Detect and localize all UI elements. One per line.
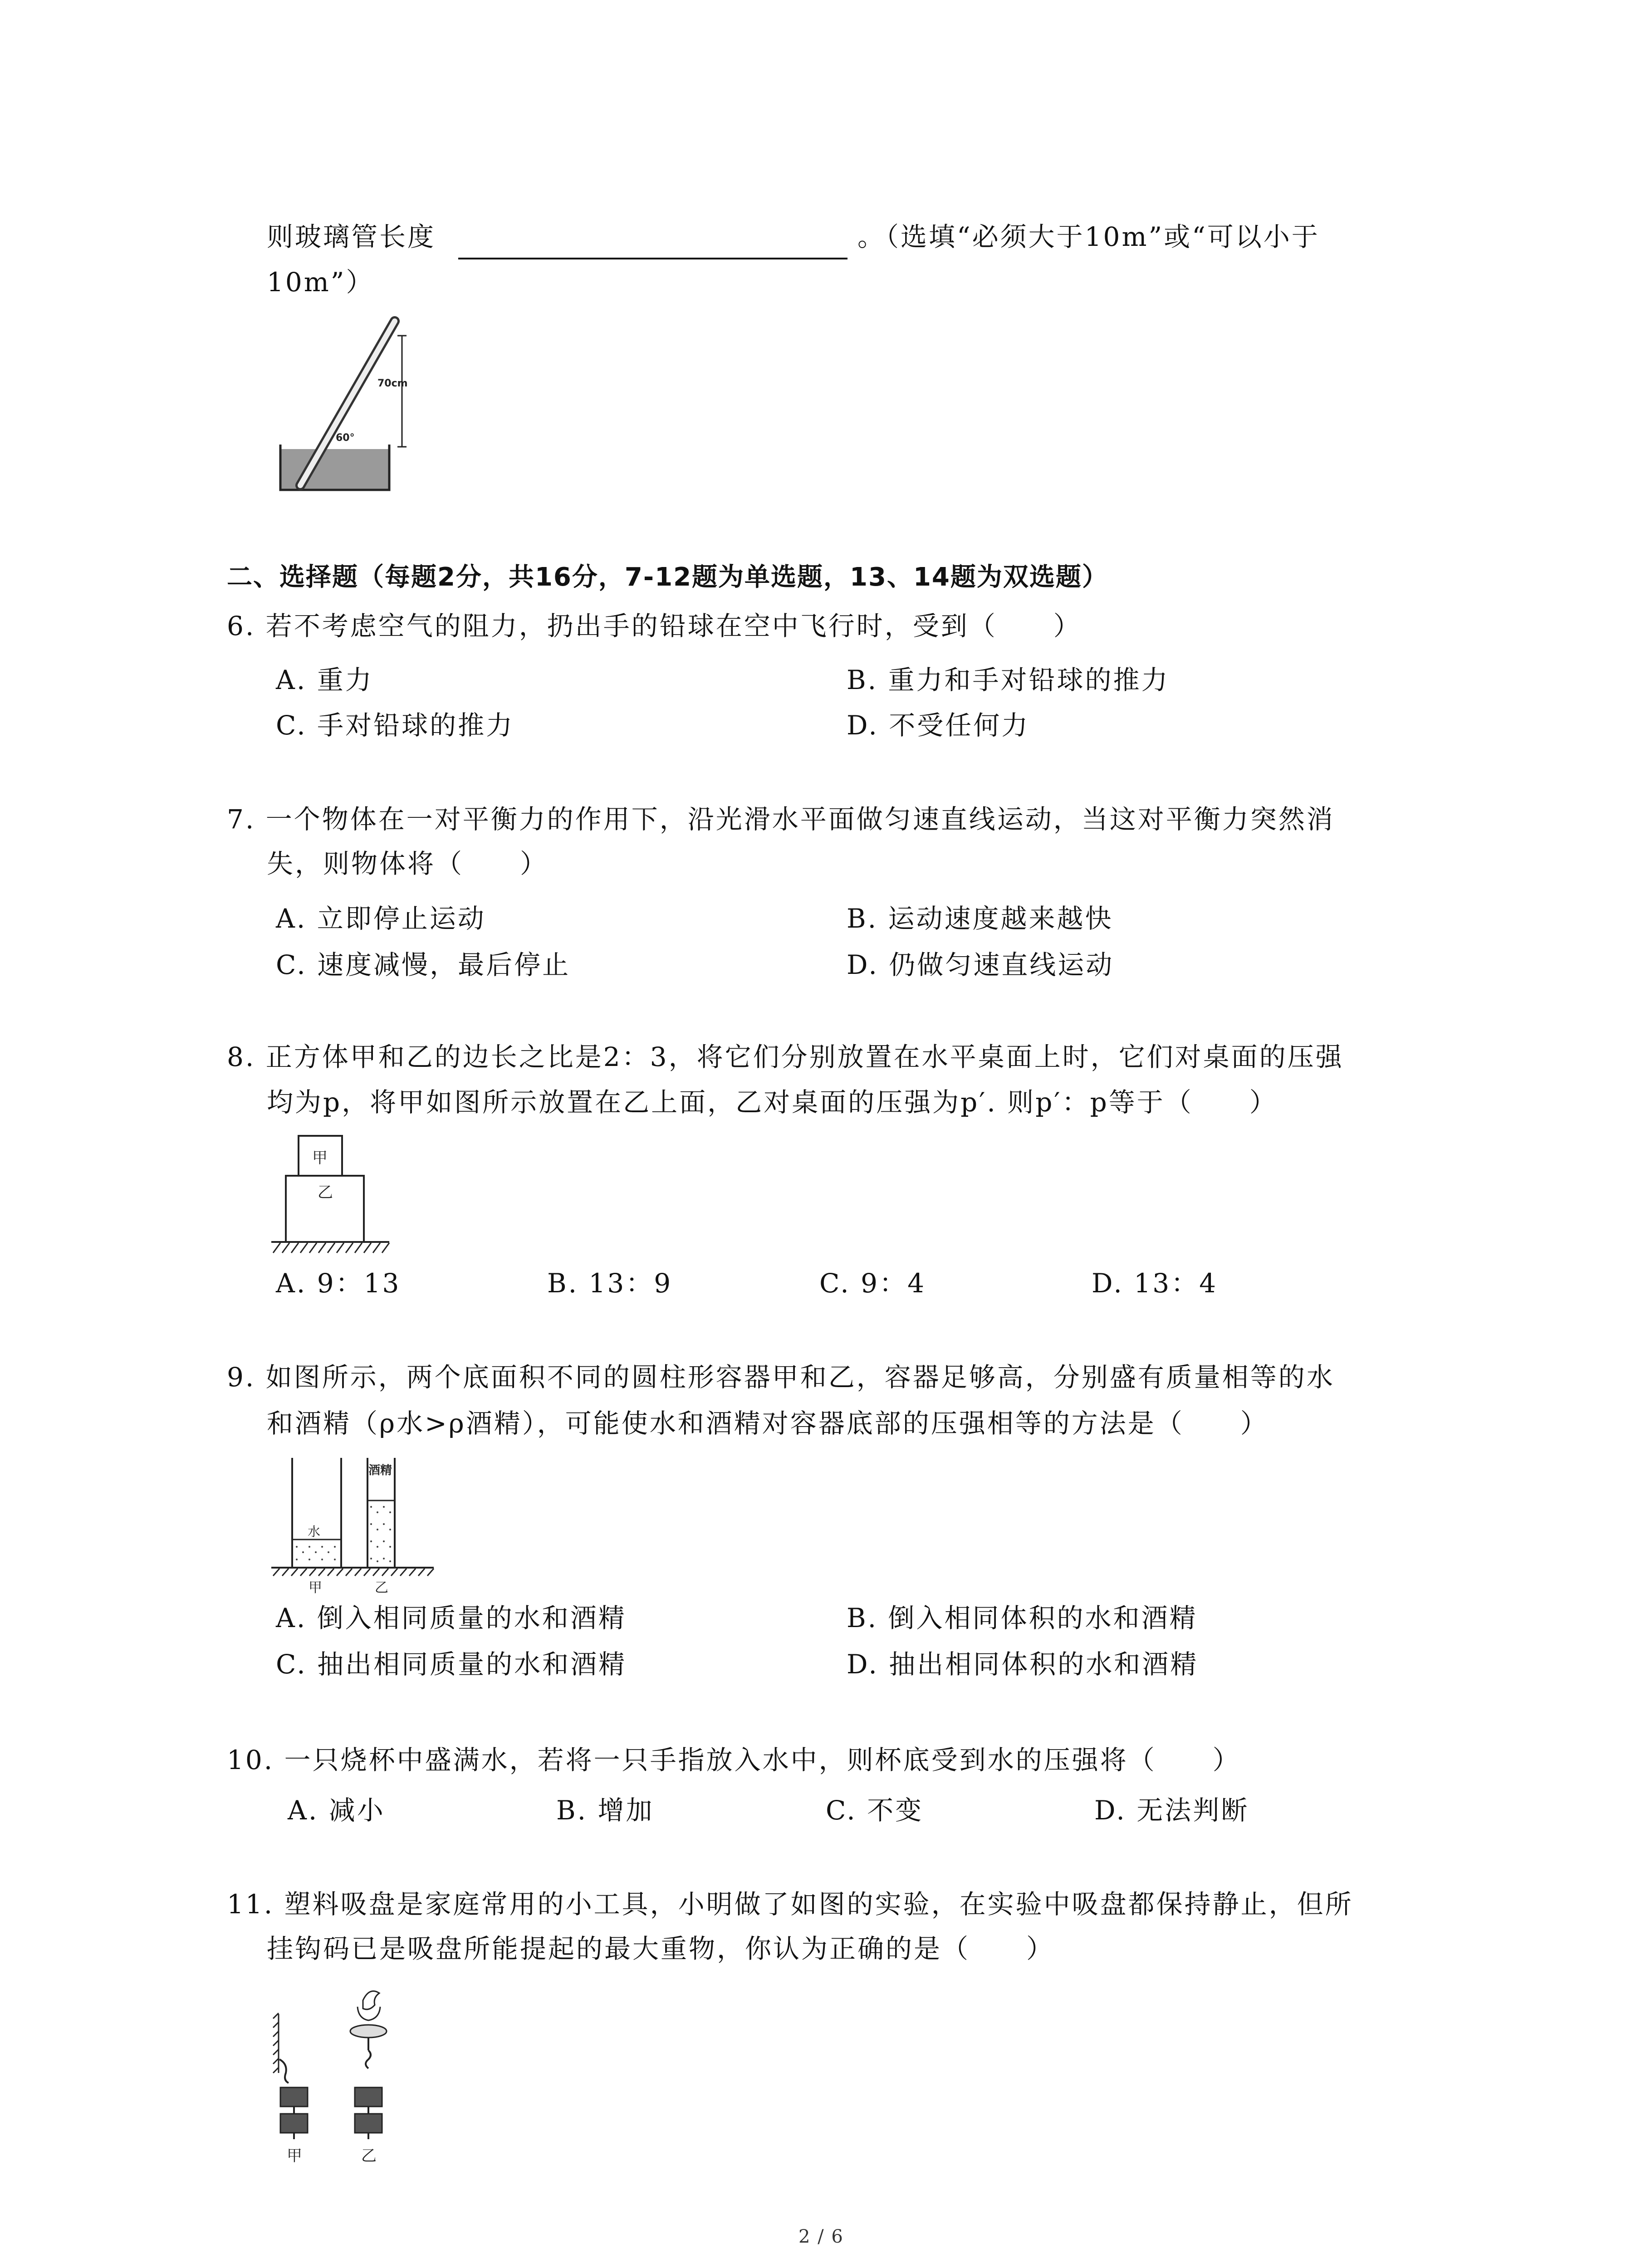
- q11-right-label: 乙: [361, 2147, 377, 2165]
- section-2-title: 二、选择题（每题2分，共16分，7-12题为单选题，13、14题为双选题）: [227, 562, 1108, 592]
- q7-option-d[interactable]: D. 仍做匀速直线运动: [847, 949, 1114, 980]
- q10-option-c[interactable]: C. 不变: [826, 1795, 924, 1826]
- q7-stem-line1: 7. 一个物体在一对平衡力的作用下，沿光滑水平面做匀速直线运动，当这对平衡力突然消: [227, 804, 1335, 835]
- q9-stem-line1: 9. 如图所示，两个底面积不同的圆柱形容器甲和乙，容器足够高，分别盛有质量相等的水: [227, 1362, 1335, 1393]
- q11-stem-line2: 挂钩码已是吸盘所能提起的最大重物，你认为正确的是（ ）: [267, 1933, 1055, 1964]
- q9-right-label: 乙: [375, 1580, 388, 1596]
- q5-answer-blank[interactable]: [458, 258, 847, 259]
- page-number: 2 / 6: [798, 2226, 844, 2247]
- q9-containers-figure: [269, 1456, 436, 1601]
- q5-height-label: 70cm: [377, 378, 408, 389]
- q8-option-d[interactable]: D. 13：4: [1092, 1268, 1218, 1299]
- q9-option-d[interactable]: D. 抽出相同体积的水和酒精: [847, 1649, 1199, 1680]
- q6-option-b[interactable]: B. 重力和手对铅球的推力: [847, 665, 1170, 695]
- q5-tube-figure: [272, 308, 417, 499]
- q7-option-b[interactable]: B. 运动速度越来越快: [847, 903, 1113, 934]
- q8-option-c[interactable]: C. 9：4: [819, 1268, 926, 1299]
- q5-line2: 10m”）: [267, 267, 374, 298]
- q10-option-b[interactable]: B. 增加: [556, 1795, 654, 1826]
- q8-stem-line1: 8. 正方体甲和乙的边长之比是2：3，将它们分别放置在水平桌面上时，它们对桌面的压强: [227, 1041, 1344, 1072]
- q6-stem: 6. 若不考虑空气的阻力，扔出手的铅球在空中飞行时，受到（ ）: [227, 611, 1082, 641]
- q11-suction-cup-figure: [272, 1987, 408, 2177]
- q7-option-c[interactable]: C. 速度减慢，最后停止: [276, 949, 571, 980]
- q8-top-cube-label: 甲: [312, 1149, 328, 1167]
- q9-alcohol-label: 酒精: [368, 1464, 392, 1477]
- q10-stem: 10. 一只烧杯中盛满水，若将一只手指放入水中，则杯底受到水的压强将（ ）: [227, 1745, 1241, 1775]
- q6-option-a[interactable]: A. 重力: [276, 665, 373, 695]
- q10-option-d[interactable]: D. 无法判断: [1094, 1795, 1249, 1826]
- q5-angle-label: 60°: [336, 432, 355, 444]
- q8-option-b[interactable]: B. 13：9: [547, 1268, 673, 1299]
- q9-option-a[interactable]: A. 倒入相同质量的水和酒精: [276, 1603, 627, 1633]
- q9-option-c[interactable]: C. 抽出相同质量的水和酒精: [276, 1649, 627, 1680]
- q6-option-c[interactable]: C. 手对铅球的推力: [276, 710, 514, 741]
- q6-option-d[interactable]: D. 不受任何力: [847, 710, 1030, 741]
- q11-stem-line1: 11. 塑料吸盘是家庭常用的小工具，小明做了如图的实验，在实验中吸盘都保持静止，但所: [227, 1889, 1353, 1920]
- q9-left-label: 甲: [309, 1580, 322, 1596]
- q10-option-a[interactable]: A. 减小: [288, 1795, 385, 1826]
- q9-option-b[interactable]: B. 倒入相同体积的水和酒精: [847, 1603, 1198, 1633]
- q8-bottom-cube-label: 乙: [318, 1183, 333, 1202]
- q9-water-label: 水: [308, 1524, 321, 1539]
- q5-line1-prefix: 则玻璃管长度: [267, 221, 436, 252]
- q9-stem-line2: 和酒精（ρ水>ρ酒精），可能使水和酒精对容器底部的压强相等的方法是（ ）: [267, 1408, 1269, 1439]
- q8-option-a[interactable]: A. 9：13: [276, 1268, 401, 1299]
- q8-cubes-figure: [267, 1134, 398, 1270]
- q8-stem-line2: 均为p，将甲如图所示放置在乙上面，乙对桌面的压强为p′. 则p′：p等于（ ）: [267, 1087, 1278, 1118]
- q5-line1-suffix: 。（选填“必须大于10m”或“可以小于: [857, 221, 1320, 252]
- q7-stem-line2: 失，则物体将（ ）: [267, 848, 549, 879]
- q11-left-label: 甲: [287, 2147, 302, 2165]
- q7-option-a[interactable]: A. 立即停止运动: [276, 903, 486, 934]
